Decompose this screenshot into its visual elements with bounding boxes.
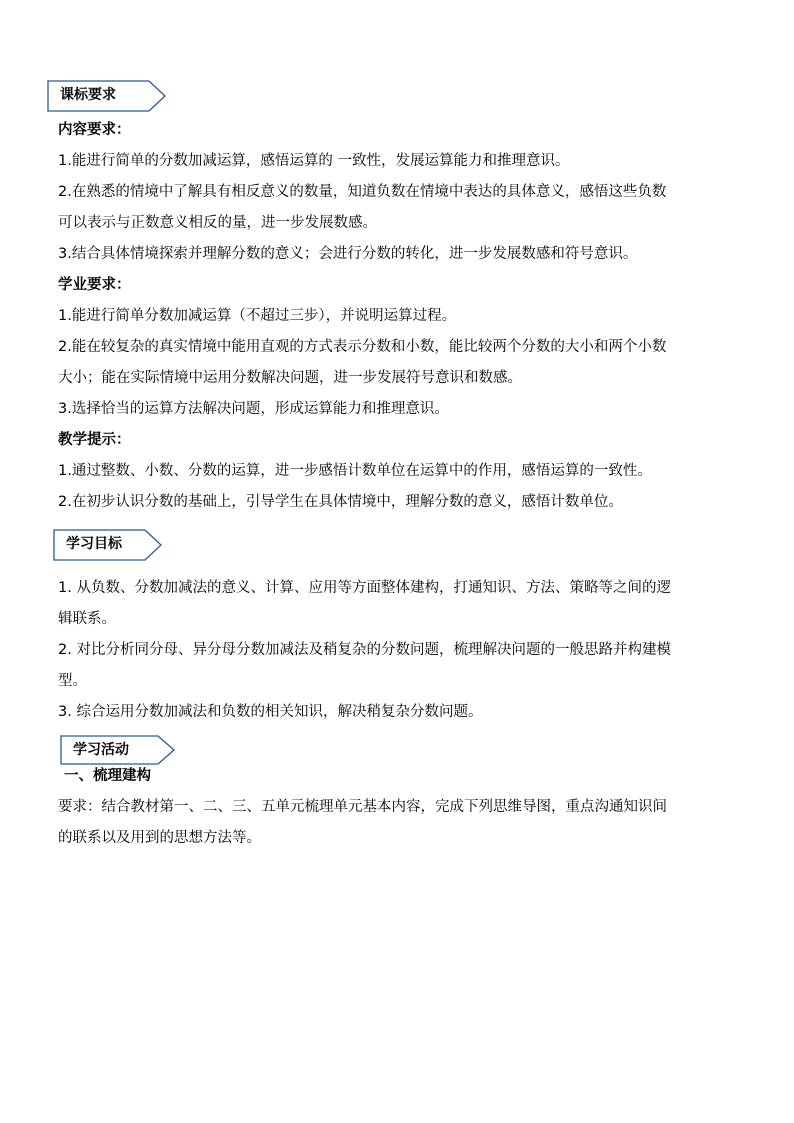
academic-item: 1.能进行简单分数加减运算（不超过三步），并说明运算过程。 [58,308,457,324]
goal-item: 辑联系。 [58,611,116,627]
content-requirements-heading: 内容要求： [58,122,131,138]
content-item: 3.结合具体情境探索并理解分数的意义；会进行分数的转化，进一步发展数感和符号意识。 [58,246,638,262]
goal-item: 型。 [58,673,87,689]
activity-item: 的联系以及用到的思想方法等。 [58,830,261,846]
activity-subheading: 一、梳理建构 [64,768,151,784]
content-item: 2.在熟悉的情境中了解具有相反意义的数量，知道负数在情境中表达的具体意义，感悟这些负数 [58,184,667,200]
teaching-item: 1.通过整数、小数、分数的运算，进一步感悟计数单位在运算中的作用，感悟运算的一致性。 [58,463,652,479]
goal-item: 2. 对比分析同分母、异分母分数加减法及稍复杂的分数问题，梳理解决问题的一般思路并构建模 [58,642,671,658]
section-tag-activity [60,735,176,765]
academic-requirements-heading: 学业要求： [58,277,131,293]
goal-item: 1. 从负数、分数加减法的意义、计算、应用等方面整体建构，打通知识、方法、策略等之间的逻 [58,580,671,596]
section-tag-label: 学习活动 [73,742,129,758]
academic-item: 3.选择恰当的运算方法解决问题，形成运算能力和推理意识。 [58,401,449,417]
content-item: 可以表示与正数意义相反的量，进一步发展数感。 [58,215,377,231]
section-tag-goals [53,529,163,559]
teaching-item: 2.在初步认识分数的基础上，引导学生在具体情境中，理解分数的意义，感悟计数单位。 [58,494,623,510]
section-tag-label: 课标要求 [60,87,116,103]
activity-item: 要求：结合教材第一、二、三、五单元梳理单元基本内容，完成下列思维导图，重点沟通知识间 [58,799,667,815]
academic-item: 2.能在较复杂的真实情境中能用直观的方式表示分数和小数，能比较两个分数的大小和两个小数 [58,339,667,355]
teaching-tips-heading: 教学提示： [58,432,131,448]
content-item: 1.能进行简单的分数加减运算，感悟运算的 一致性，发展运算能力和推理意识。 [58,153,570,169]
goal-item: 3. 综合运用分数加减法和负数的相关知识，解决稍复杂分数问题。 [58,704,483,720]
academic-item: 大小；能在实际情境中运用分数解决问题，进一步发展符号意识和数感。 [58,370,522,386]
section-tag-curriculum [47,80,167,110]
section-tag-label: 学习目标 [66,536,122,552]
